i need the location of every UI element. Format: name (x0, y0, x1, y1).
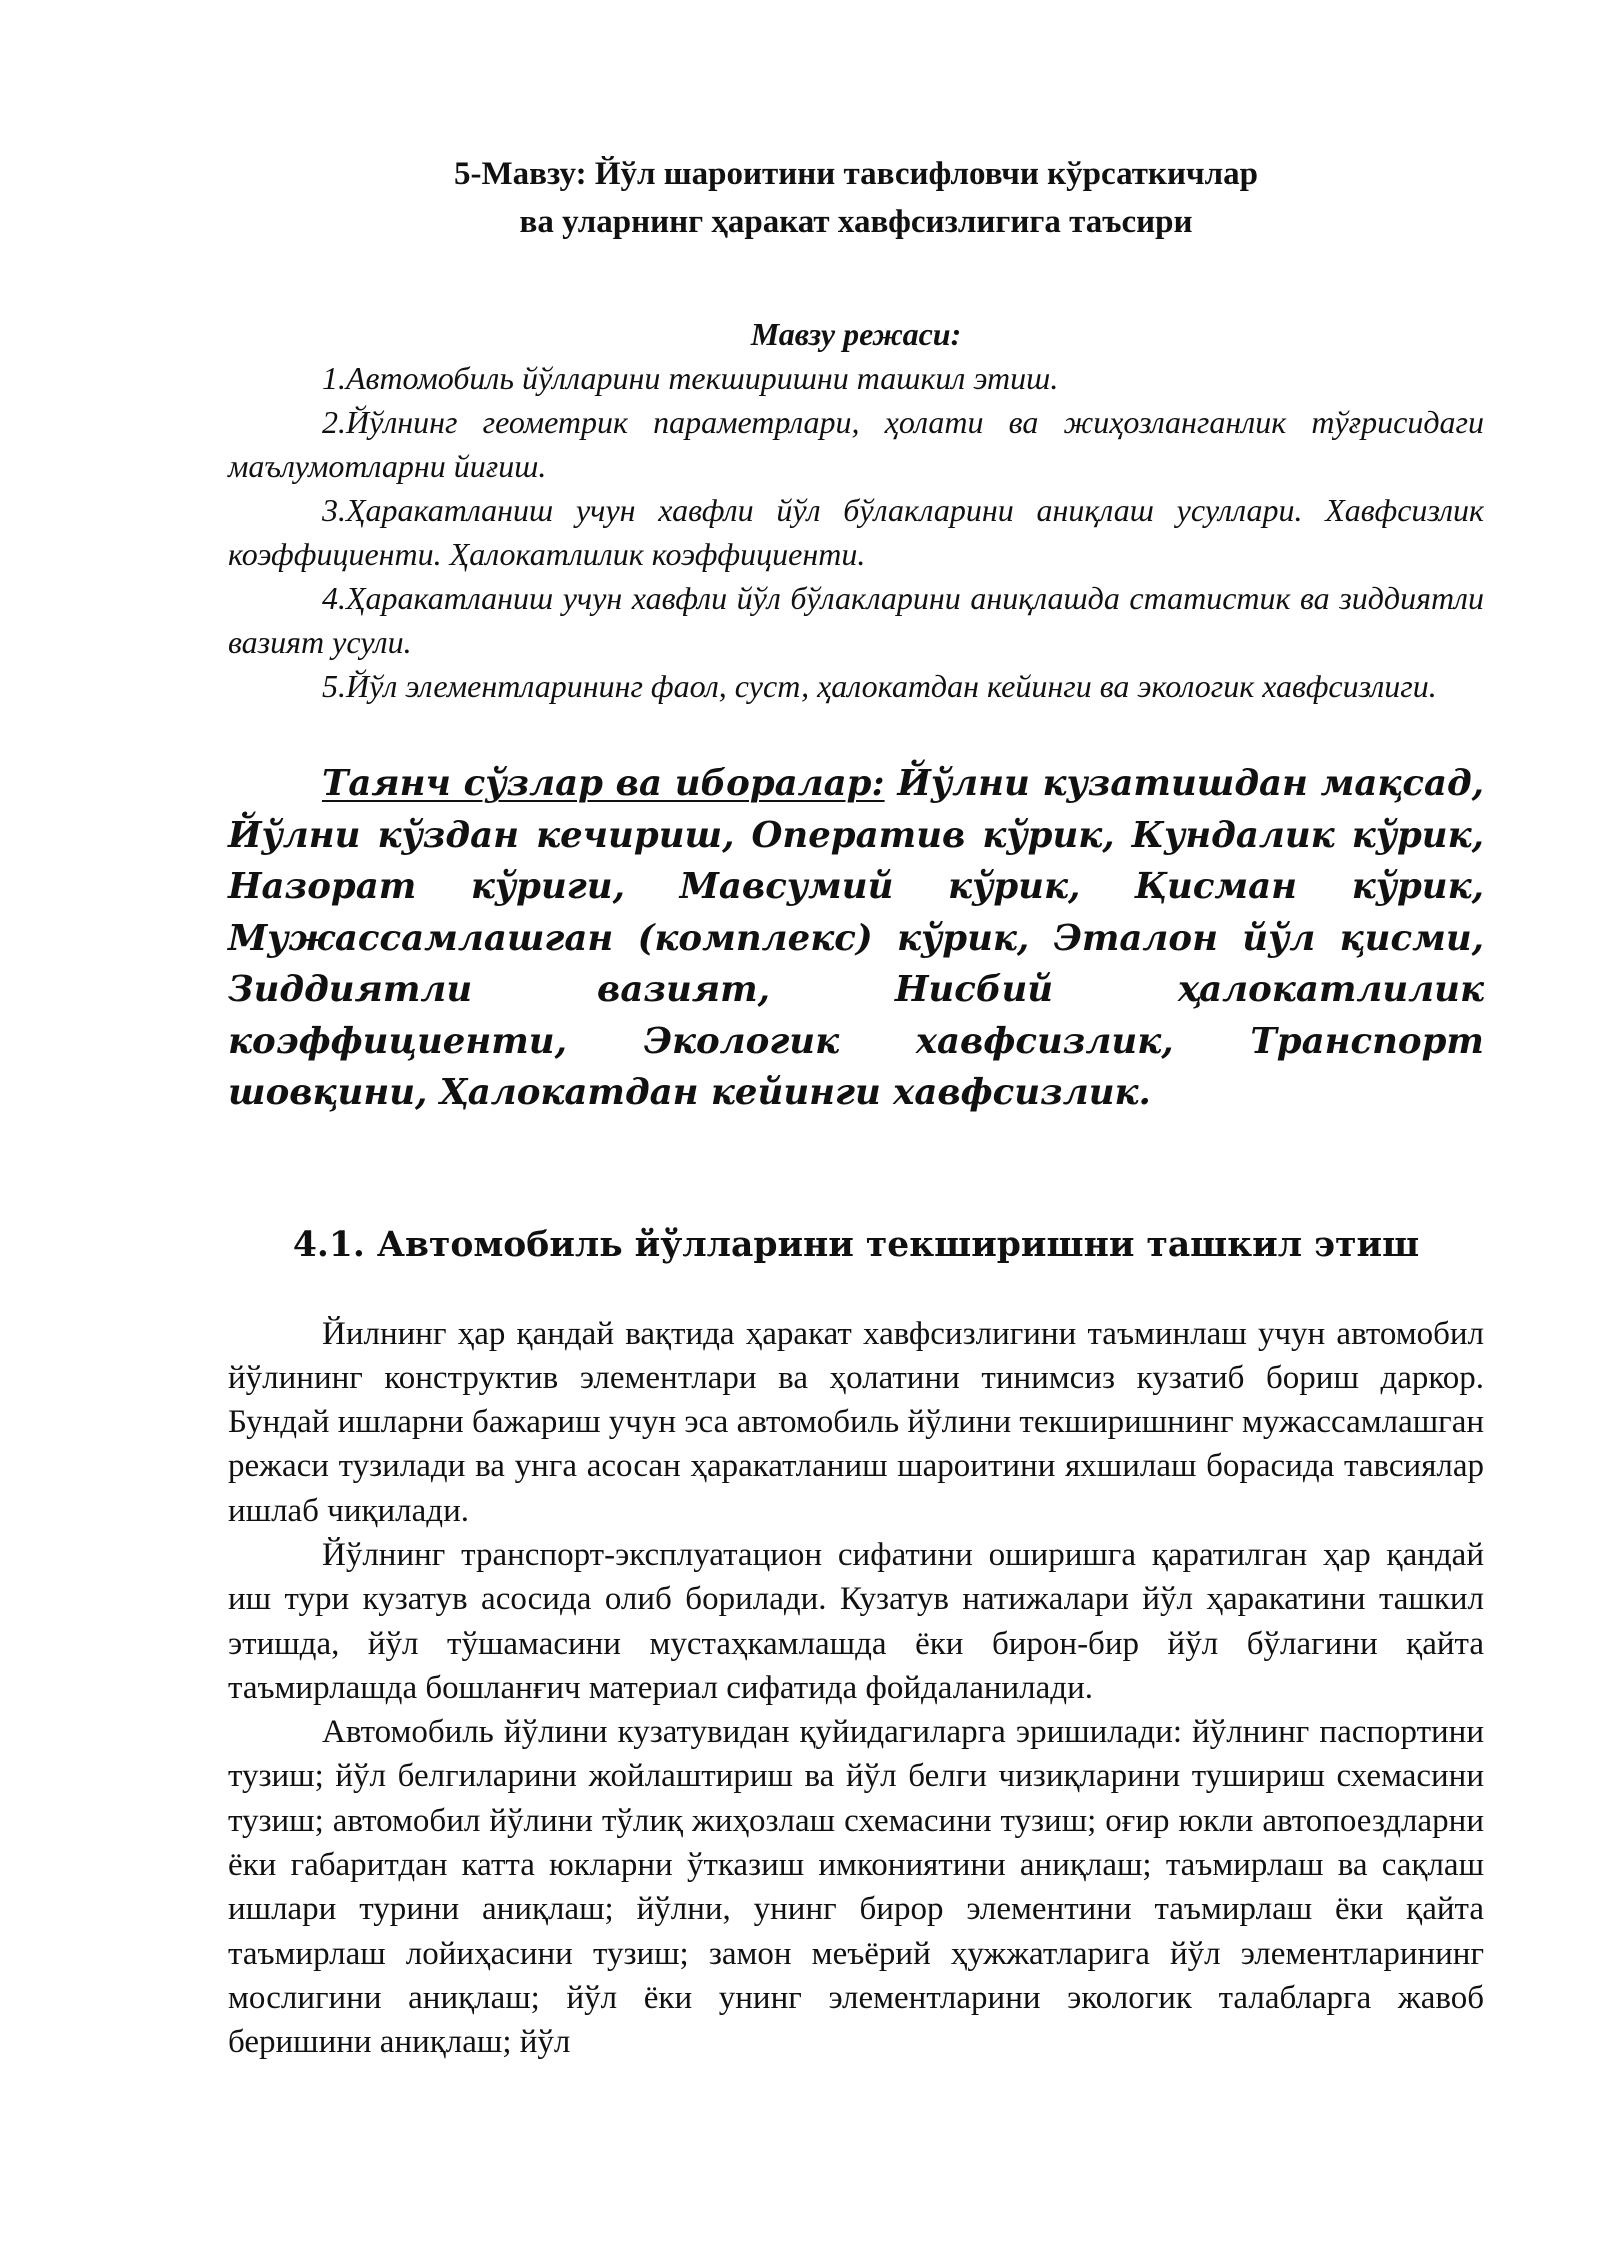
title-line-2: ва уларнинг ҳаракат хавфсизлигига таъсири (519, 204, 1193, 240)
plan-item: 2.Йўлнинг геометрик параметрлари, ҳолати ва жиҳозланганлик тўғрисидаги маълумотларни йиғиш. (228, 404, 1484, 484)
body-paragraph: Автомобиль йўлини кузатувидан қуйидагиларга эришилади: йўлнинг паспортини тузиш; йўл белгиларини жойлаштириш ва йўл белги чизиқларини тушириш схемасини тузиш; автомобил йўлини тўлиқ жиҳозлаш схемасини тузиш; оғир юкли автопоездларни ёки габаритдан катта юкларни ўтказиш имкониятини аниқлаш; таъмирлаш ва сақлаш ишлари турини аниқлаш; йўлни, унинг бирор элементини таъмирлаш ёки қайта таъмирлаш лойиҳасини тузиш; замон меъёрий ҳужжатларига йўл элементларининг мослигини аниқлаш; йўл ёки унинг элементларини экологик талабларга жавоб беришини аниқлаш; йўл (228, 1714, 1484, 2061)
plan-heading: Мавзу режаси: (750, 316, 962, 352)
plan-list (228, 356, 1484, 708)
plan-item: 3.Ҳаракатланиш учун хавфли йўл бўлакларини аниқлаш усуллари. Хавфсизлик коэффициенти. Ҳалокатлилик коэффициенти. (228, 492, 1484, 572)
page-content (228, 150, 1484, 2065)
plan-item: 5.Йўл элементларининг фаол, суст, ҳалокатдан кейинги ва экологик хавфсизлиги. (322, 668, 1437, 704)
section-heading: 4.1. Автомобиль йўлларини текширишни ташкил этиш (292, 1224, 1420, 1265)
plan-item: 1.Автомобиль йўлларини текширишни ташкил этиш. (322, 360, 1059, 396)
keywords-text: Йўлни кузатишдан мақсад, Йўлни кўздан кечириш, Оператив кўрик, Кундалик кўрик, Назорат кўриги, Мавсумий кўрик, Қисман кўрик, Мужассамлашган (комплекс) кўрик, Эталон йўл қисми, Зиддиятли вазият, Нисбий ҳалокатлилик коэффициенти, Экологик хавфсизлик, Транспорт шовқини, Ҳалокатдан кейинги хавфсизлик. (228, 763, 1484, 1113)
keywords-label: Таянч сўзлар ва иборалар: (322, 763, 885, 804)
document-title (228, 150, 1484, 246)
body-paragraph: Йилнинг ҳар қандай вақтида ҳаракат хавфсизлигини таъминлаш учун автомобил йўлининг конструктив элементлари ва ҳолатини тинимсиз кузатиб бориш даркор. Бундай ишларни бажариш учун эса автомобиль йўлини текширишнинг мужассамлашган режаси тузилади ва унга асосан ҳаракатланиш шароитини яхшилаш борасида тавсиялар ишлаб чиқилади. (228, 1315, 1484, 1529)
plan-item: 4.Ҳаракатланиш учун хавфли йўл бўлакларини аниқлашда статистик ва зиддиятли вазият усули. (228, 580, 1484, 660)
title-line-1: 5-Мавзу: Йўл шароитини тавсифловчи кўрсаткичлар (454, 156, 1258, 192)
body-paragraph: Йўлнинг транспорт-эксплуатацион сифатини оширишга қаратилган ҳар қандай иш тури кузатув асосида олиб борилади. Кузатув натижалари йўл ҳаракатини ташкил этишда, йўл тўшамасини мустаҳкамлашда ёки бирон-бир йўл бўлагини қайта таъмирлашда бошланғич материал сифатида фойдаланилади. (228, 1536, 1484, 1706)
keywords-paragraph (228, 758, 1484, 1119)
